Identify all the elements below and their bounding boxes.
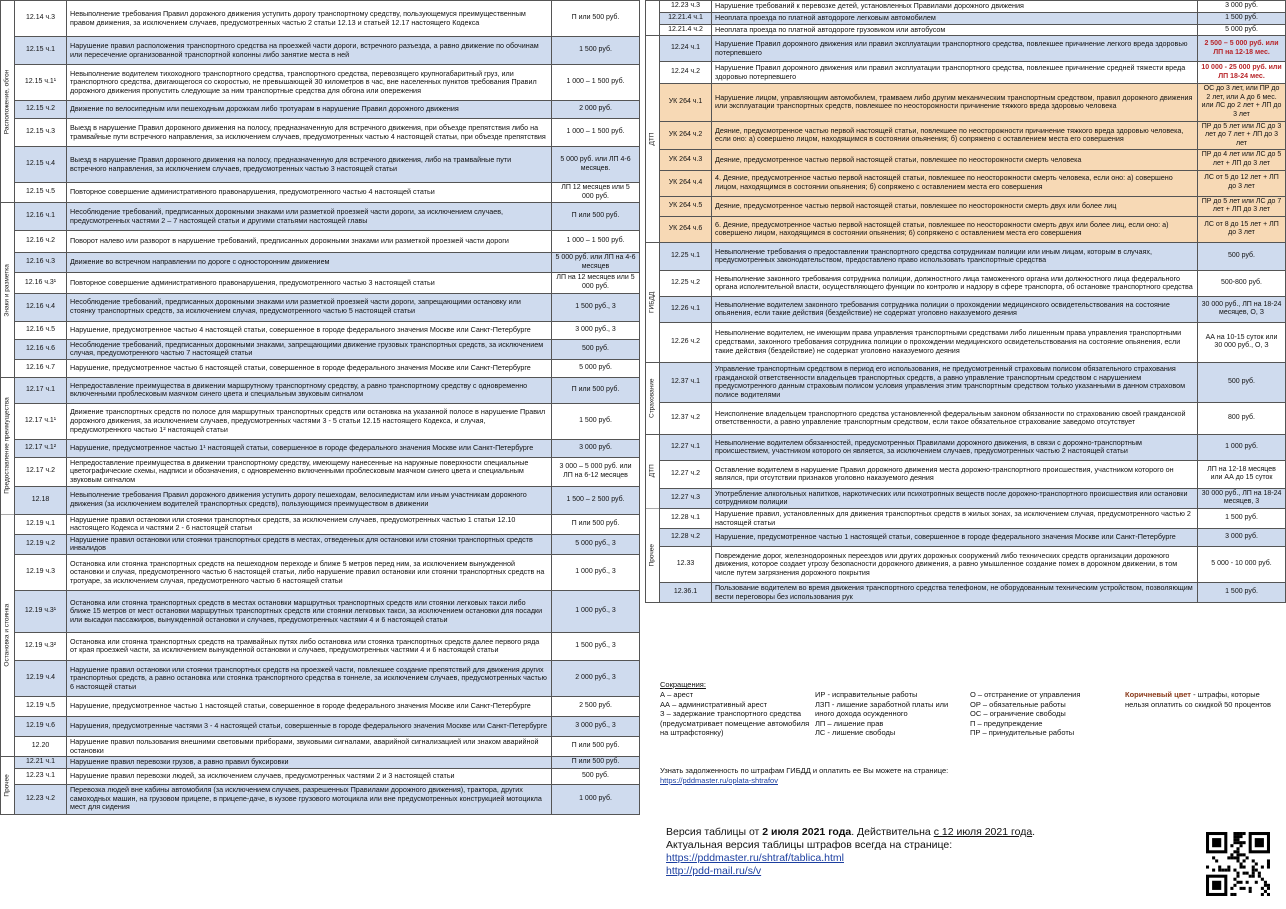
fine-row (1, 231, 640, 253)
legend-item: О – отстранение от управления (970, 690, 1081, 699)
fine-row (1, 554, 640, 590)
violation-description: Нарушение, предусмотренное частью 1 настоящей статьи, совершенное в городе федерального значения Москве или Санкт-Петербурге (67, 696, 552, 716)
article-code: 12.16 ч.7 (15, 359, 67, 377)
violation-description: Невыполнение водителем законного требования сотрудника полиции о прохождении медицинского освидетельствования на состояние опьянения, если такие действия (бездействие) не содержат уголовно наказуемого деяния (712, 296, 1198, 322)
fine-amount: П или 500 руб. (552, 757, 640, 769)
fine-amount: 500 руб. (552, 768, 640, 784)
fine-row (646, 24, 1286, 36)
fine-row (646, 216, 1286, 242)
section-label: Расположение, обгон (1, 1, 15, 203)
article-code: 12.16 ч.3¹ (15, 273, 67, 293)
article-code: 12.15 ч.3 (15, 119, 67, 147)
fine-row (646, 270, 1286, 296)
fine-row (1, 403, 640, 439)
section-label: Прочее (646, 508, 660, 602)
fine-row (646, 242, 1286, 270)
article-code: 12.15 ч.2 (15, 101, 67, 119)
fine-amount: 5 000 - 10 000 руб. (1198, 547, 1286, 583)
fine-row (1, 339, 640, 359)
fine-row (646, 460, 1286, 488)
version-line (666, 826, 1035, 839)
violation-description: Повторное совершение административного правонарушения, предусмотренного частью 4 настоящей статьи (67, 183, 552, 203)
version-end: . (1032, 826, 1036, 838)
violation-description: Нарушение, предусмотренное частью 6 настоящей статьи, совершенное в городе федерального значения Москве или Санкт-Петербурге (67, 359, 552, 377)
violation-description: Нарушение правил расположения транспортного средства на проезжей части дороги, встречного разъезда, а равно движение по обочинам или пересечение организованной транспортной колонны либо занятие места в ней (67, 37, 552, 65)
fine-amount: 3 000 – 5 000 руб. или ЛП на 6-12 месяцев (552, 457, 640, 486)
article-code: УК 264 ч.3 (660, 150, 712, 170)
fine-row (1, 273, 640, 293)
violation-description: Несоблюдение требований, предписанных дорожными знаками, запрещающими движение грузовых транспортных средств, за исключением случая, предусмотренного частью 7 настоящей статьи (67, 339, 552, 359)
fine-amount: 3 000 руб. (1198, 1, 1286, 13)
fine-amount: 1 000 – 1 500 руб. (552, 231, 640, 253)
article-code: 12.17 ч.1¹ (15, 403, 67, 439)
violation-description: Деяние, предусмотренное частью первой настоящей статьи, повлекшее по неосторожности смерть человека (712, 150, 1198, 170)
article-code: 12.24 ч.1 (660, 36, 712, 62)
violation-description: Употребление алкогольных напитков, наркотических или психотропных веществ после дорожно-транспортного происшествия или остановки сотрудником полиции (712, 488, 1198, 508)
fine-amount: 30 000 руб., ЛП на 18-24 месяцев, 3 (1198, 488, 1286, 508)
legend-item: ОС – ограничение свободы (970, 709, 1066, 718)
fine-amount: 1 500 – 2 500 руб. (552, 486, 640, 514)
qr-code-icon (1206, 832, 1270, 896)
fine-row (646, 508, 1286, 528)
legend-column-1 (660, 690, 810, 738)
fine-amount: П или 500 руб. (552, 514, 640, 534)
article-code: 12.25 ч.1 (660, 242, 712, 270)
fine-amount: 5 000 руб., 3 (552, 534, 640, 554)
version-line-2: Актуальная версия таблицы штрафов всегда на странице: (666, 839, 953, 851)
fine-amount: 1 000 руб. (1198, 434, 1286, 460)
article-code: 12.15 ч.1¹ (15, 65, 67, 101)
article-code: 12.15 ч.1 (15, 37, 67, 65)
fine-amount: П или 500 руб. (552, 203, 640, 231)
fine-row (1, 784, 640, 814)
article-code: 12.18 (15, 486, 67, 514)
fine-row (646, 547, 1286, 583)
article-code: 12.33 (660, 547, 712, 583)
article-code: 12.21.4 ч.1 (660, 13, 712, 25)
violation-description: Невыполнение водителем тихоходного транспортного средства, транспортного средства, перевозящего крупногабаритный груз, или транспортного средства, двигающегося со скоростью, не превышающей 30 километров в час, вне населенных пунктов требования Правил дорожного движения пропустить следующие за ним транспортные средства для обгона или опережения (67, 65, 552, 101)
fine-row (1, 65, 640, 101)
article-code: 12.37 ч.2 (660, 402, 712, 434)
fine-row (1, 321, 640, 339)
article-code: УК 264 ч.6 (660, 216, 712, 242)
article-code: 12.19 ч.5 (15, 696, 67, 716)
article-code: 12.14 ч.3 (15, 1, 67, 37)
violation-description: Нарушение, предусмотренное частью 4 настоящей статьи, совершенное в городе федерального значения Москве или Санкт-Петербурге (67, 321, 552, 339)
fine-amount: 1 000 – 1 500 руб. (552, 65, 640, 101)
violation-description: Движение во встречном направлении по дороге с односторонним движением (67, 253, 552, 273)
table-link-1[interactable]: https://pddmaster.ru/shtraf/tablica.html (666, 852, 844, 864)
fine-row (1, 1, 640, 37)
legend-item: П – предупреждение (970, 718, 1043, 728)
fine-row (1, 101, 640, 119)
article-code: 12.19 ч.3 (15, 554, 67, 590)
article-code: 12.17 ч.1 (15, 377, 67, 403)
article-code: 12.16 ч.5 (15, 321, 67, 339)
article-code: 12.23 ч.3 (660, 1, 712, 13)
violation-description: Повторное совершение административного правонарушения, предусмотренного частью 3 настоящей статьи (67, 273, 552, 293)
fine-amount: П или 500 руб. (552, 736, 640, 756)
violation-description: Остановка или стоянка транспортных средств в местах остановки маршрутных транспортных средств или стоянки легковых такси либо ближе 15 метров от мест остановки маршрутных транспортных средств или стоянки легковых такси, за исключением остановки для посадки или высадки пассажиров, вынужденной остановки и случаев, предусмотренных частями 4 и 6 настоящей статьи (67, 590, 552, 632)
article-code: УК 264 ч.2 (660, 121, 712, 150)
legend-title: Сокращения: (660, 680, 706, 689)
section-label: ДТП (646, 36, 660, 243)
fine-amount: ЛП 12 месяцев или 5 000 руб. (552, 183, 640, 203)
fine-amount: 5 000 руб. (1198, 24, 1286, 36)
fine-row (1, 119, 640, 147)
fine-row (1, 439, 640, 457)
violation-description: Несоблюдение требований, предписанных дорожными знаками или разметкой проезжей части дороги, запрещающими остановку или стоянку транспортных средств, за исключением случая, предусмотренного частью 5 настоящей статьи (67, 293, 552, 321)
brown-color-text: - штрафы, которые нельзя оплатить со скидкой 50 процентов (1125, 690, 1271, 709)
legend-item: ЛП – лишение прав (815, 718, 884, 728)
fine-amount: 1 500 руб. (1198, 508, 1286, 528)
article-code: УК 264 ч.1 (660, 84, 712, 121)
fine-row (646, 170, 1286, 196)
violation-description: Нарушения, предусмотренные частями 3 - 4 настоящей статьи, совершенные в городе федерального значения Москве или Санкт-Петербурге (67, 716, 552, 736)
violation-description: Неисполнение владельцем транспортного средства установленной федеральным законом обязанности по страхованию своей гражданской ответственности, а равно управление транспортным средством, если такое обязательное страхование заведомо отсутствует (712, 402, 1198, 434)
article-code: 12.23 ч.2 (15, 784, 67, 814)
violation-description: Непредоставление преимущества в движении маршрутному транспортному средству, а равно транспортному средству с одновременно включенными проблесковым маячком синего цвета и специальным звуковым сигналом (67, 377, 552, 403)
legend-item: ОР – обязательные работы (970, 699, 1066, 709)
fine-row (646, 196, 1286, 216)
legend-item: ЛС - лишение свободы (815, 728, 896, 737)
legend-item: ПР – принудительные работы (970, 728, 1075, 737)
fine-amount: 500 руб. (1198, 242, 1286, 270)
article-code: 12.15 ч.4 (15, 147, 67, 183)
section-label: Прочее (1, 757, 15, 815)
violation-description: Пользование водителем во время движения транспортного средства телефоном, не оборудованным техническим устройством, позволяющим вести переговоры без использования рук (712, 583, 1198, 603)
fine-row (1, 359, 640, 377)
article-code: 12.17 ч.1² (15, 439, 67, 457)
fine-amount: 3 000 руб. (552, 439, 640, 457)
fine-amount: ПР до 4 лет или ЛС до 5 лет + ЛП до 3 лет (1198, 150, 1286, 170)
fine-row (1, 716, 640, 736)
section-label: Знаки и разметка (1, 203, 15, 378)
violation-description: Невыполнение требования Правил дорожного движения уступить дорогу транспортному средству, пользующемуся преимущественным правом движения, за исключением случаев, предусмотренных частью 2 статьи 12.13 и статьей 12.17 настоящего Кодекса (67, 1, 552, 37)
debt-link[interactable]: https://pddmaster.ru/oplata-shtrafov (660, 775, 778, 785)
article-code: 12.17 ч.2 (15, 457, 67, 486)
article-code: 12.36.1 (660, 583, 712, 603)
version-date: 2 июля 2021 года (762, 826, 852, 838)
violation-description: Несоблюдение требований, предписанных дорожными знаками или разметкой проезжей части дороги, за исключением случаев, предусмотренных частями 2 – 7 настоящей статьи и другими статьями настоящей главы (67, 203, 552, 231)
violation-description: Управление транспортным средством в период его использования, не предусмотренный страховым полисом обязательного страхования гражданской ответственности владельцев транспортных средств, а равно управление транспортным средством с нарушением предусмотренного данным страховым полисом условия управления этим транспортным средством только указанными в данном страховом полисе водителями (712, 362, 1198, 402)
violation-description: Нарушение правил перевозки людей, за исключением случаев, предусмотренных частями 2 и 3 настоящей статьи (67, 768, 552, 784)
article-code: 12.16 ч.1 (15, 203, 67, 231)
fine-row (1, 293, 640, 321)
violation-description: Невыполнение требования Правил дорожного движения уступить дорогу пешеходам, велосипедистам или иным участникам дорожного движения (за исключением водителей транспортных средств), пользующимся преимуществом в движении (67, 486, 552, 514)
violation-description: Нарушение правил пользования внешними световыми приборами, звуковыми сигналами, аварийной сигнализацией или знаком аварийной остановки (67, 736, 552, 756)
article-code: 12.16 ч.3 (15, 253, 67, 273)
article-code: 12.26 ч.2 (660, 322, 712, 362)
violation-description: Неоплата проезда по платной автодороге грузовиком или автобусом (712, 24, 1198, 36)
fine-row (646, 13, 1286, 25)
fine-amount: ОС до 3 лет, или ПР до 2 лет, или А до 6 мес. или ЛС до 2 лет + ЛП до 3 лет (1198, 84, 1286, 121)
fine-row (646, 583, 1286, 603)
violation-description: Нарушение Правил дорожного движения или правил эксплуатации транспортного средства, повлекшее причинение средней тяжести вреда здоровью потерпевшего (712, 62, 1198, 84)
section-label: Страхование (646, 362, 660, 434)
fine-row (1, 696, 640, 716)
fine-row (1, 590, 640, 632)
fine-row (1, 768, 640, 784)
fine-row (646, 488, 1286, 508)
article-code: 12.16 ч.6 (15, 339, 67, 359)
fine-row (1, 377, 640, 403)
left-fines-table (0, 0, 640, 909)
fine-amount: 2 000 руб. (552, 101, 640, 119)
fine-amount: П или 500 руб. (552, 1, 640, 37)
fine-row (646, 402, 1286, 434)
fine-amount: 1 500 руб. (1198, 583, 1286, 603)
fine-amount: 500 руб. (1198, 362, 1286, 402)
fine-amount: П или 500 руб. (552, 377, 640, 403)
article-code: 12.23 ч.1 (15, 768, 67, 784)
article-code: 12.26 ч.1 (660, 296, 712, 322)
legend-item: ЛЗП - лишение заработной платы или иного дохода осужденного (815, 699, 949, 718)
section-label (646, 1, 660, 36)
version-prefix: Версия таблицы от (666, 826, 763, 838)
violation-description: Выезд в нарушение Правил дорожного движения на полосу, предназначенную для встречного движения, при объезде препятствия либо на трамвайные пути встречного направления, за исключением случаев, предусмотренных частью 4 настоящей статьи, при объезде препятствия (67, 119, 552, 147)
debt-info (660, 766, 948, 785)
article-code: 12.21.4 ч.2 (660, 24, 712, 36)
violation-description: Неоплата проезда по платной автодороге легковым автомобилем (712, 13, 1198, 25)
violation-description: 6. Деяние, предусмотренное частью первой настоящей статьи, повлекшее по неосторожности смерть двух или более лиц, если оно: а) совершено лицом, находящимся в состоянии опьянения; 6) сопряжено с оставлением места его совершения (712, 216, 1198, 242)
fine-row (1, 660, 640, 696)
violation-description: Нарушение лицом, управляющим автомобилем, трамваем либо другим механическим транспортным средством, правил дорожного движения или эксплуатации транспортных средств, повлекшее по неосторожности причинение тяжкого вреда здоровью человека (712, 84, 1198, 121)
fine-amount: 1 000 руб., 3 (552, 554, 640, 590)
violation-description: Повреждение дорог, железнодорожных переездов или других дорожных сооружений либо технических средств организации дорожного движения, которое создает угрозу безопасности дорожного движения, а равно умышленное создание помех в дорожном движении, в том числе путем загрязнения дорожного покрытия (712, 547, 1198, 583)
fine-amount: ПР до 5 лет или ЛС до 7 лет + ЛП до 3 лет (1198, 196, 1286, 216)
legend-item: АА – административный арест (660, 699, 768, 709)
article-code: 12.19 ч.1 (15, 514, 67, 534)
brown-color-note (1125, 690, 1280, 709)
fine-row (646, 62, 1286, 84)
version-valid-date: с 12 июля 2021 года (933, 826, 1033, 838)
fine-row (646, 529, 1286, 547)
fine-amount: ЛП на 12-18 месяцев или АА до 15 суток (1198, 460, 1286, 488)
legend-item: З – задержание транспортного средства (предусматривает помещение автомобиля на штрафстоянку) (660, 709, 810, 737)
legend-item: ИР - исправительные работы (815, 690, 918, 699)
fine-amount: ЛС от 5 до 12 лет + ЛП до 3 лет (1198, 170, 1286, 196)
fine-amount: 500-800 руб. (1198, 270, 1286, 296)
article-code: 12.27 ч.3 (660, 488, 712, 508)
violation-description: Деяние, предусмотренное частью первой настоящей статьи, повлекшее по неосторожности смерть двух или более лиц (712, 196, 1198, 216)
fine-row (646, 296, 1286, 322)
table-link-2[interactable]: http://pdd-mail.ru/s/v (666, 865, 762, 877)
section-label: ДТП (646, 434, 660, 508)
article-code: 12.15 ч.5 (15, 183, 67, 203)
article-code: 12.27 ч.2 (660, 460, 712, 488)
legend-column-2 (815, 690, 965, 738)
section-label: Остановка и стоянка (1, 514, 15, 757)
fine-amount: 3 000 руб., 3 (552, 321, 640, 339)
article-code: 12.19 ч.3¹ (15, 590, 67, 632)
fine-row (1, 757, 640, 769)
article-code: 12.24 ч.2 (660, 62, 712, 84)
article-code: 12.19 ч.4 (15, 660, 67, 696)
fine-amount: 1 000 руб. (552, 784, 640, 814)
violation-description: Нарушение, предусмотренное частью 1¹ настоящей статьи, совершенное в городе федерального значения Москве или Санкт-Петербурге (67, 439, 552, 457)
fine-amount: 5 000 руб. или ЛП на 4-6 месяцев (552, 253, 640, 273)
violation-description: Движение транспортных средств по полосе для маршрутных транспортных средств или остановка на указанной полосе в нарушение Правил дорожного движения, за исключением случаев, предусмотренных частями 3 - 5 статьи 12.15 настоящего Кодекса, и случая, предусмотренного частью 1² настоящей статьи (67, 403, 552, 439)
fine-amount: 3 000 руб., 3 (552, 716, 640, 736)
violation-description: Нарушение правил, установленных для движения транспортных средств в жилых зонах, за исключением случая, предусмотренного частью 2 настоящей статьи (712, 508, 1198, 528)
violation-description: Невыполнение водителем обязанностей, предусмотренных Правилами дорожного движения, в связи с дорожно-транспортным происшествием, участником которого он является, за исключением случаев, предусмотренных частью 2 настоящей статьи (712, 434, 1198, 460)
fine-amount: 1 500 руб., 3 (552, 293, 640, 321)
article-code: 12.20 (15, 736, 67, 756)
fine-amount: 1 000 руб., 3 (552, 590, 640, 632)
violation-description: Нарушение правил остановки или стоянки транспортных средств в местах, отведенных для остановки или стоянки транспортных средств инвалидов (67, 534, 552, 554)
fine-amount: 2 000 руб., 3 (552, 660, 640, 696)
fine-row (1, 203, 640, 231)
fine-row (1, 37, 640, 65)
fine-row (646, 84, 1286, 121)
violation-description: Выезд в нарушение Правил дорожного движения на полосу, предназначенную для встречного движения, либо на трамвайные пути встречного направления, за исключением случаев, предусмотренных частью 3 настоящей статьи (67, 147, 552, 183)
violation-description: Нарушение, предусмотренное частью 1 настоящей статьи, совершенное в городе федерального значения Москве или Санкт-Петербурге (712, 529, 1198, 547)
fine-amount: 2 500 руб. (552, 696, 640, 716)
fine-row (1, 534, 640, 554)
fine-amount: ЛС от 8 до 15 лет + ЛП до 3 лет (1198, 216, 1286, 242)
fine-amount: 1 500 руб., 3 (552, 632, 640, 660)
article-code: 12.25 ч.2 (660, 270, 712, 296)
fine-amount: 10 000 - 25 000 руб. или ЛП 18-24 мес. (1198, 62, 1286, 84)
section-label: ГИБДД (646, 242, 660, 362)
version-info (666, 826, 1035, 878)
fine-amount: 5 000 руб. (552, 359, 640, 377)
violation-description: Невыполнение законного требования сотрудника полиции, должностного лица таможенного органа или должностного лица федерального органа исполнительной власти, осуществляющего функции по контролю и надзору в сфере транспорта, об остановке транспортного средства (712, 270, 1198, 296)
legend-column-3 (970, 690, 1120, 738)
article-code: 12.27 ч.1 (660, 434, 712, 460)
debt-text: Узнать задолженность по штрафам ГИБДД и оплатить ее Вы можете на странице: (660, 766, 949, 775)
fine-row (1, 736, 640, 756)
violation-description: Нарушение требований к перевозке детей, установленных Правилами дорожного движения (712, 1, 1198, 13)
fine-amount: 30 000 руб., ЛП на 18-24 месяцев, О, З (1198, 296, 1286, 322)
violation-description: Перевозка людей вне кабины автомобиля (за исключением случаев, разрешенных Правилами дорожного движения), трактора, других самоходных машин, на грузовом прицепе, в прицепе-даче, в кузове грузового мотоцикла или вне предусмотренных конструкцией мотоцикла мест для сидения (67, 784, 552, 814)
fine-amount: АА на 10-15 суток или 30 000 руб., О, З (1198, 322, 1286, 362)
article-code: 12.16 ч.2 (15, 231, 67, 253)
fine-amount: 5 000 руб. или ЛП 4-6 месяцев. (552, 147, 640, 183)
legend-item: А – арест (660, 690, 694, 699)
violation-description: 4. Деяние, предусмотренное частью первой настоящей статьи, повлекшее по неосторожности смерть человека, если оно: а) совершено лицом, находящимся в состоянии опьянения; б) сопряжено с оставлением места его совершения (712, 170, 1198, 196)
brown-color-label: Коричневый цвет (1125, 690, 1191, 699)
fine-row (646, 121, 1286, 150)
fine-amount: 1 500 руб. (552, 37, 640, 65)
article-code: 12.19 ч.6 (15, 716, 67, 736)
violation-description: Остановка или стоянка транспортных средств на трамвайных путях либо остановка или стоянка транспортных средств далее первого ряда от края проезжей части, за исключением вынужденной остановки и случаев, предусмотренных частями 4 и 6 настоящей статьи (67, 632, 552, 660)
violation-description: Деяние, предусмотренное частью первой настоящей статьи, повлекшее по неосторожности причинение тяжкого вреда здоровью человека, если оно: а) совершено лицом, находящимся в состоянии опьянения; б) сопряжено с оставлением места его совершения (712, 121, 1198, 150)
violation-description: Нарушение правил остановки или стоянки транспортных средств, за исключением случаев, предусмотренных частью 1 статьи 12.10 настоящего Кодекса и частями 2 - 6 настоящей статьи (67, 514, 552, 534)
article-code: 12.28 ч.2 (660, 529, 712, 547)
fine-amount: 1 500 руб. (552, 403, 640, 439)
fine-amount: 2 500 – 5 000 руб. или ЛП на 12-18 мес. (1198, 36, 1286, 62)
article-code: УК 264 ч.4 (660, 170, 712, 196)
article-code: 12.28 ч.1 (660, 508, 712, 528)
article-code: 12.21 ч.1 (15, 757, 67, 769)
fine-amount: 3 000 руб. (1198, 529, 1286, 547)
fine-row (1, 183, 640, 203)
violation-description: Нарушение правил остановки или стоянки транспортных средств на проезжей части, повлекшее создание препятствий для движения других транспортных средств, а равно остановка или стоянка транспортного средства в тоннеле, за исключением случаев, предусмотренных частью 6 настоящей статьи (67, 660, 552, 696)
violation-description: Поворот налево или разворот в нарушение требований, предписанных дорожными знаками или разметкой проезжей части дороги (67, 231, 552, 253)
fine-row (646, 322, 1286, 362)
violation-description: Нарушение Правил дорожного движения или правил эксплуатации транспортного средства, повлекшее причинение легкого вреда здоровью потерпевшего (712, 36, 1198, 62)
fine-row (646, 434, 1286, 460)
section-label: Предоставление преимущества (1, 377, 15, 514)
fine-row (646, 36, 1286, 62)
fine-amount: 1 500 руб. (1198, 13, 1286, 25)
fine-row (1, 147, 640, 183)
fine-row (646, 150, 1286, 170)
fine-amount: 800 руб. (1198, 402, 1286, 434)
article-code: 12.16 ч.4 (15, 293, 67, 321)
version-mid: . Действительна (851, 826, 934, 838)
violation-description: Остановка или стоянка транспортных средств на пешеходном переходе и ближе 5 метров перед ним, за исключением вынужденной остановки и случая, предусмотренного частью 6 настоящей статьи, либо нарушение правил остановки или стоянки транспортных средств на тротуаре, за исключением случая, предусмотренного частью 6 настоящей статьи (67, 554, 552, 590)
fine-row (1, 253, 640, 273)
fine-amount: ПР до 5 лет или ЛС до 3 лет до 7 лет + ЛП до 3 лет (1198, 121, 1286, 150)
violation-description: Движение по велосипедным или пешеходным дорожкам либо тротуарам в нарушение Правил дорожного движения (67, 101, 552, 119)
fine-amount: ЛП на 12 месяцев или 5 000 руб. (552, 273, 640, 293)
violation-description: Нарушение правил перевозки грузов, а равно правил буксировки (67, 757, 552, 769)
fine-row (1, 514, 640, 534)
fine-row (1, 632, 640, 660)
article-code: УК 264 ч.5 (660, 196, 712, 216)
fine-amount: 500 руб. (552, 339, 640, 359)
fine-row (1, 486, 640, 514)
violation-description: Невыполнение требования о предоставлении транспортного средства сотрудникам полиции или иным лицам, которым в случаях, предусмотренных законодательством, предоставлено право использовать транспортные средства (712, 242, 1198, 270)
fine-row (646, 1, 1286, 13)
violation-description: Оставление водителем в нарушение Правил дорожного движения места дорожно-транспортного происшествия, участником которого он являлся, при отсутствии признаков уголовно наказуемого деяния (712, 460, 1198, 488)
article-code: 12.37 ч.1 (660, 362, 712, 402)
article-code: 12.19 ч.2 (15, 534, 67, 554)
violation-description: Непредоставление преимущества в движении транспортному средству, имеющему нанесенные на наружные поверхности специальные цветографические схемы, надписи и обозначения, с одновременно включенными проблесковым маячком синего цвета и специальным звуковым сигналом (67, 457, 552, 486)
fine-row (1, 457, 640, 486)
fine-row (646, 362, 1286, 402)
violation-description: Невыполнение водителем, не имеющим права управления транспортными средствами либо лишенным права управления транспортными средствами, законного требования сотрудника полиции о прохождении медицинского освидетельствования на состояние опьянения, если такие действия (бездействие) не содержат уголовно наказуемого деяния (712, 322, 1198, 362)
article-code: 12.19 ч.3² (15, 632, 67, 660)
fine-amount: 1 000 – 1 500 руб. (552, 119, 640, 147)
